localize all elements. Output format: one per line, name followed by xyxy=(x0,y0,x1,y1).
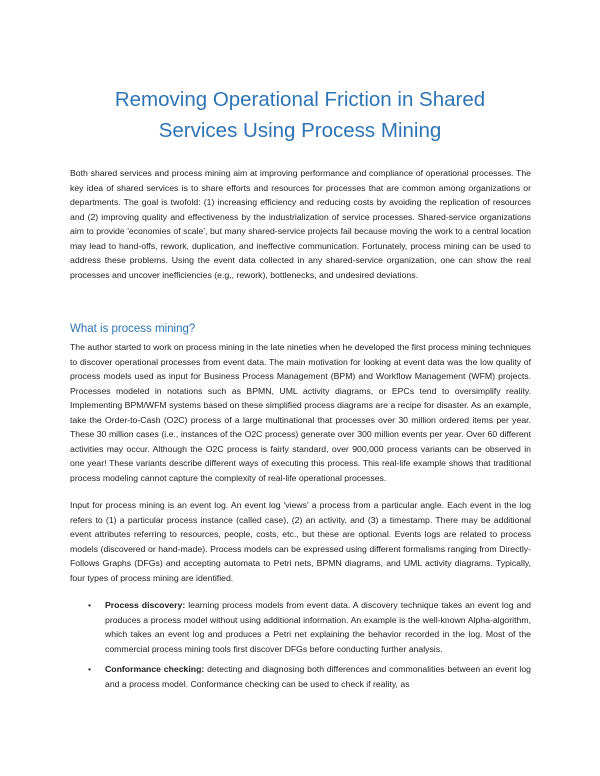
section-paragraph-1: The author started to work on process mining in the late nineties when he developed the first process mining techniques to discover operational processes from event data. The main motivation for looking at event data was the low quality of process models used as input for Business Process Management (BPM) and Workflow Management (WFM) projects. Processes modeled in notations such as BPMN, UML activity diagrams, or EPCs tend to oversimplify reality. Implementing BPM/WFM systems based on these simplified process diagrams are a recipe for disaster. As an example, take the Order-to-Cash (O2C) process of a large multinational that processes over 30 million ordered items per year. These 30 million cases (i.e., instances of the O2C process) generate over 300 million events per year. Over 60 different activities may occur. Although the O2C process is fairly standard, over 900,000 process variants can be observed in one year! These variants describe different ways of executing this process. This real-life example shows that traditional process modeling cannot capture the complexity of real-life operational processes. xyxy=(70,342,531,483)
title-line-1: Removing Operational Friction in Shared xyxy=(114,88,486,111)
list-item-text: detecting and diagnosing both differences and commonalities between an event log and a process model. Conformance checking can be used to check if reality, as xyxy=(105,664,531,689)
list-item-term: Process discovery: xyxy=(105,600,186,610)
list-item-term: Conformance checking: xyxy=(105,664,205,674)
list-item xyxy=(70,662,531,691)
intro-paragraph: Both shared services and process mining aim at improving performance and compliance of operational processes. The key idea of shared services is to share efforts and resources for processes that are common among organizations or departments. The goal is twofold: (1) increasing efficiency and reducing costs by avoiding the replication of resources and (2) improving quality and effectiveness by the industrialization of service processes. Shared-service organizations aim to provide 'economies of scale', but many shared-service projects fail because moving the work to a central location may lead to hand-offs, rework, duplication, and ineffective communication. Fortunately, process mining can be used to address these problems. Using the event data collected in any shared-service organization, one can show the real processes and uncover inefficiencies (e.g., rework), bottlenecks, and undesired deviations. xyxy=(70,168,531,280)
document-title xyxy=(60,84,540,146)
bullet-icon: • xyxy=(88,664,92,674)
title-line-2: Services Using Process Mining xyxy=(158,119,442,142)
bullet-icon: • xyxy=(88,600,92,610)
list-item xyxy=(70,598,531,656)
section-heading: What is process mining? xyxy=(70,323,196,335)
process-mining-types-list xyxy=(70,598,531,697)
section-paragraph-2: Input for process mining is an event log. An event log 'views' a process from a particular angle. Each event in the log refers to (1) a particular process instance (called case), (2) an activity, and (3) a timestamp. There may be additional event attributes referring to resources, people, costs, etc., but these are optional. Events logs are related to process models (discovered or hand-made). Process models can be expressed using different formalisms ranging from Directly-Follows Graphs (DFGs) and accepting automata to Petri nets, BPMN diagrams, and UML activity diagrams. Typically, four types of process mining are identified. xyxy=(70,500,531,583)
list-item-text: learning process models from event data. A discovery technique takes an event log and produces a process model without using additional information. An example is the well-known Alpha-algorithm, which takes an event log and produces a Petri net explaining the behavior recorded in the log. Most of the commercial process mining tools first discover DFGs before conducting further analysis. xyxy=(105,600,531,654)
